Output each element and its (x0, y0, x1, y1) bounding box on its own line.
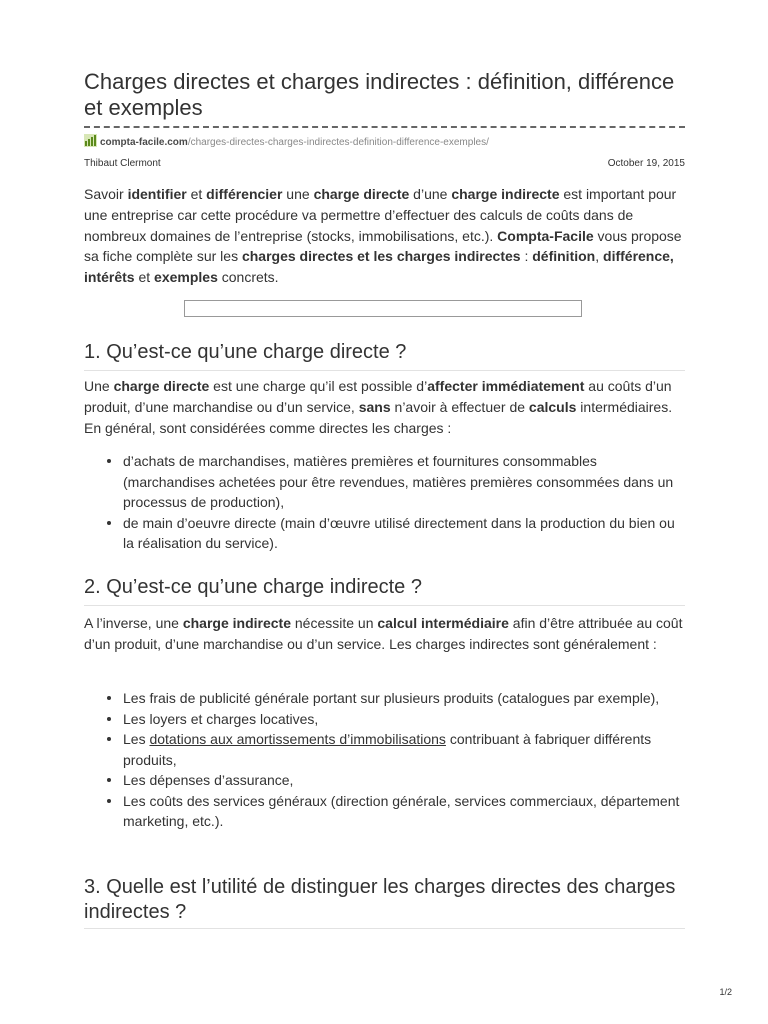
section-1-paragraph: Une charge directe est une charge qu’il est possible d’affecter immédiatement au coûts d’un produit, d’une marchandise ou d’un service, sans n’avoir à effectuer de calculs intermédiaires. En général, sont considérées comme directes les charges : (84, 378, 673, 436)
author-name: Thibaut Clermont (84, 158, 161, 169)
list-item: de main d’oeuvre directe (main d’œuvre utilisé directement dans la production du bien ou la réalisation du service). (84, 513, 685, 554)
publish-date: October 19, 2015 (607, 158, 685, 169)
list-item: Les loyers et charges locatives, (84, 709, 685, 730)
list-item: Les frais de publicité générale portant sur plusieurs produits (catalogues par exemple), (84, 688, 685, 709)
list-item: d’achats de marchandises, matières premières et fournitures consommables (marchandises achetées pour être revendues, matières premières consommées dans un processus de production), (84, 451, 685, 513)
site-favicon-icon (84, 134, 97, 147)
list-item: Les dotations aux amortissements d’immobilisations contribuant à fabriquer différents produits, (84, 729, 685, 770)
section-2-rule (84, 605, 685, 606)
list-item: Les dépenses d’assurance, (84, 770, 685, 791)
dotations-link[interactable]: dotations aux amortissements d’immobilisations (149, 731, 446, 747)
url-domain[interactable]: compta-facile.com (100, 137, 188, 148)
section-2-heading: 2. Qu’est-ce qu’une charge indirecte ? (84, 576, 422, 598)
section-1-heading: 1. Qu’est-ce qu’une charge directe ? (84, 341, 407, 363)
section-2-paragraph: A l’inverse, une charge indirecte nécessite un calcul intermédiaire afin d’être attribuée au coût d’un produit, d’une marchandise ou d’un service. Les charges indirectes sont généralement : (84, 615, 683, 652)
intro-paragraph: Savoir identifier et différencier une charge directe d’une charge indirecte est important pour une entreprise car cette procédure va permettre d’effectuer des calculs de coûts dans de nombreux domaines de l’entreprise (stocks, immobilisations, etc.). Compta-Facile vous propose sa fiche complète sur les charges directes et les charges indirectes : définition, différence, intérêts et exemples concrets. (84, 186, 682, 286)
article-meta (84, 157, 685, 171)
section-2-list (84, 688, 685, 832)
section-3-heading: 3. Quelle est l’utilité de distinguer les charges directes des charges indirectes ? (84, 876, 676, 923)
list-item: Les coûts des services généraux (direction générale, services commerciaux, département marketing, etc.). (84, 791, 685, 832)
page-number: 1/2 (719, 987, 732, 997)
embedded-content-placeholder (184, 300, 582, 317)
title-divider (84, 126, 685, 128)
section-1-rule (84, 370, 685, 371)
url-path[interactable]: /charges-directes-charges-indirectes-definition-difference-exemples/ (187, 137, 489, 148)
source-url[interactable] (84, 134, 489, 148)
section-3-rule (84, 928, 685, 929)
section-1-list (84, 451, 685, 554)
article-title: Charges directes et charges indirectes : définition, différence et exemples (84, 69, 675, 120)
